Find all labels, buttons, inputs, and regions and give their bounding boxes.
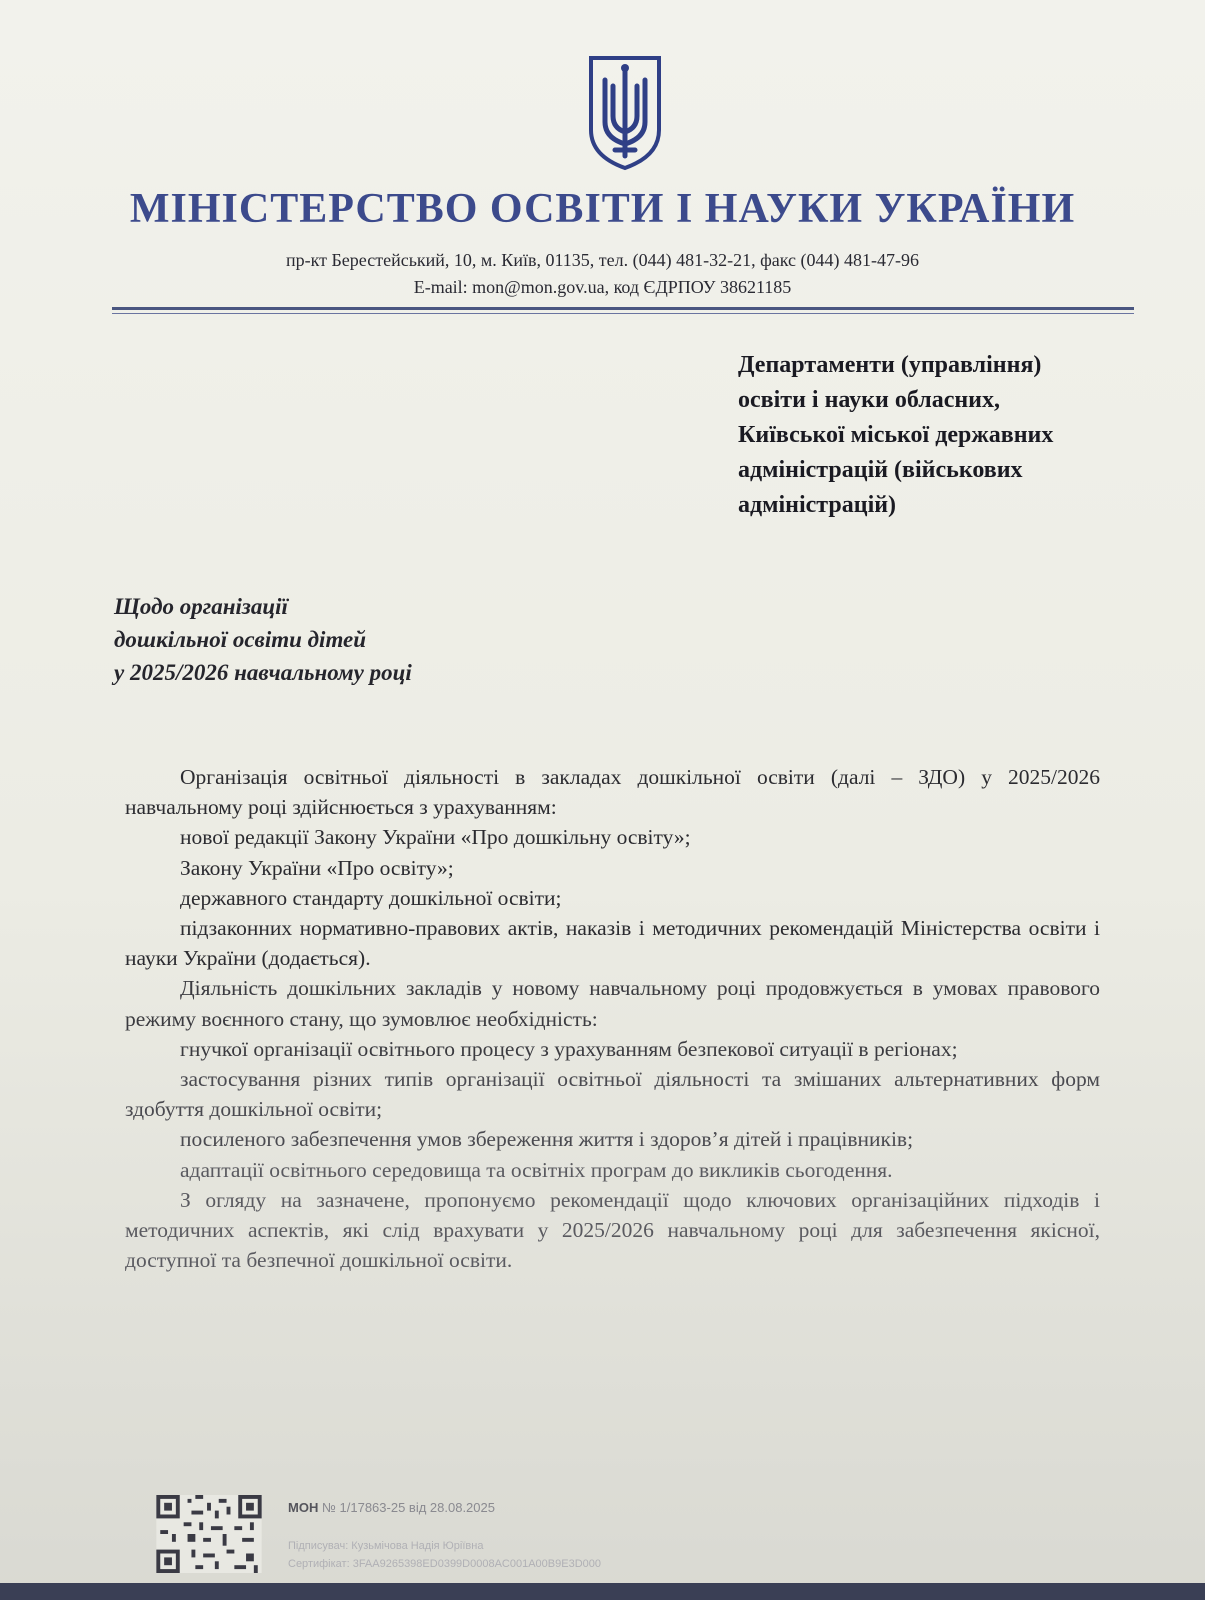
coat-of-arms-icon	[585, 52, 665, 172]
registration-org: МОН	[288, 1500, 319, 1515]
addressee-line: Київської міської державних	[738, 422, 1054, 448]
qr-code-icon	[155, 1495, 263, 1573]
header-divider-thick	[112, 307, 1134, 310]
body-list-item: адаптації освітнього середовища та освітніх програм до викликів сьогодення.	[180, 1157, 893, 1182]
letter-body	[125, 762, 1100, 1275]
screen-bottom-bar	[0, 1583, 1205, 1600]
body-list-item: гнучкої організації освітнього процесу з урахуванням безпекової ситуації в регіонах;	[180, 1036, 958, 1061]
header-divider-thin	[112, 313, 1134, 314]
body-list-item: посиленого забезпечення умов збереження життя і здоров’я дітей і працівників;	[180, 1127, 914, 1152]
subject-line: дошкільної освіти дітей	[114, 627, 367, 652]
body-paragraph: Діяльність дошкільних закладів у новому навчальному році продовжується в умовах правового режиму воєнного стану, що зумовлює необхідність:	[125, 976, 1100, 1031]
body-list-item: Закону України «Про освіту»;	[180, 855, 454, 880]
addressee-line: адміністрацій)	[738, 492, 897, 518]
body-list-item: підзаконних нормативно-правових актів, наказів і методичних рекомендацій Міністерства освіти і науки України (додається).	[125, 916, 1100, 971]
registration-number: № 1/17863-25 від 28.08.2025	[321, 1500, 495, 1515]
certificate-line: Сертифікат: 3FAA9265398ED0399D0008AC001A00B9E3D000	[288, 1558, 602, 1570]
subject-line: Щодо організації	[114, 594, 288, 619]
ministry-title: МІНІСТЕРСТВО ОСВІТИ І НАУКИ УКРАЇНИ	[129, 186, 1076, 232]
subject-block	[114, 590, 534, 689]
body-list-item: державного стандарту дошкільної освіти;	[180, 885, 562, 910]
body-paragraph: З огляду на зазначене, пропонуємо рекомендації щодо ключових організаційних підходів і методичних аспектів, які слід врахувати у 2025/2026 навчальному році для забезпечення якісної, доступної та безпечної дошкільної освіти.	[125, 1187, 1100, 1273]
subject-line: у 2025/2026 навчальному році	[114, 660, 412, 685]
registration-line	[288, 1500, 495, 1515]
body-paragraph: Організація освітньої діяльності в закладах дошкільної освіти (далі – ЗДО) у 2025/2026 навчальному році здійснюється з урахуванням:	[125, 765, 1100, 820]
addressee-line: адміністрацій (військових	[738, 457, 1023, 483]
addressee-line: Департаменти (управління)	[738, 352, 1042, 378]
addressee-block	[738, 348, 1158, 523]
signer-line: Підписувач: Кузьмічова Надія Юріївна	[288, 1540, 484, 1552]
body-list-item: нової редакції Закону України «Про дошкільну освіту»;	[180, 825, 691, 850]
addressee-line: освіти і науки обласних,	[738, 387, 1001, 413]
contacts-email: E-mail: mon@mon.gov.ua, код ЄДРПОУ 38621185	[413, 277, 792, 297]
body-list-item: застосування різних типів організації освітньої діяльності та змішаних альтернативних форм здобуття дошкільної освіти;	[125, 1067, 1100, 1122]
contacts-address: пр-кт Берестейський, 10, м. Київ, 01135, тел. (044) 481-32-21, факс (044) 481-47-96	[285, 250, 920, 270]
